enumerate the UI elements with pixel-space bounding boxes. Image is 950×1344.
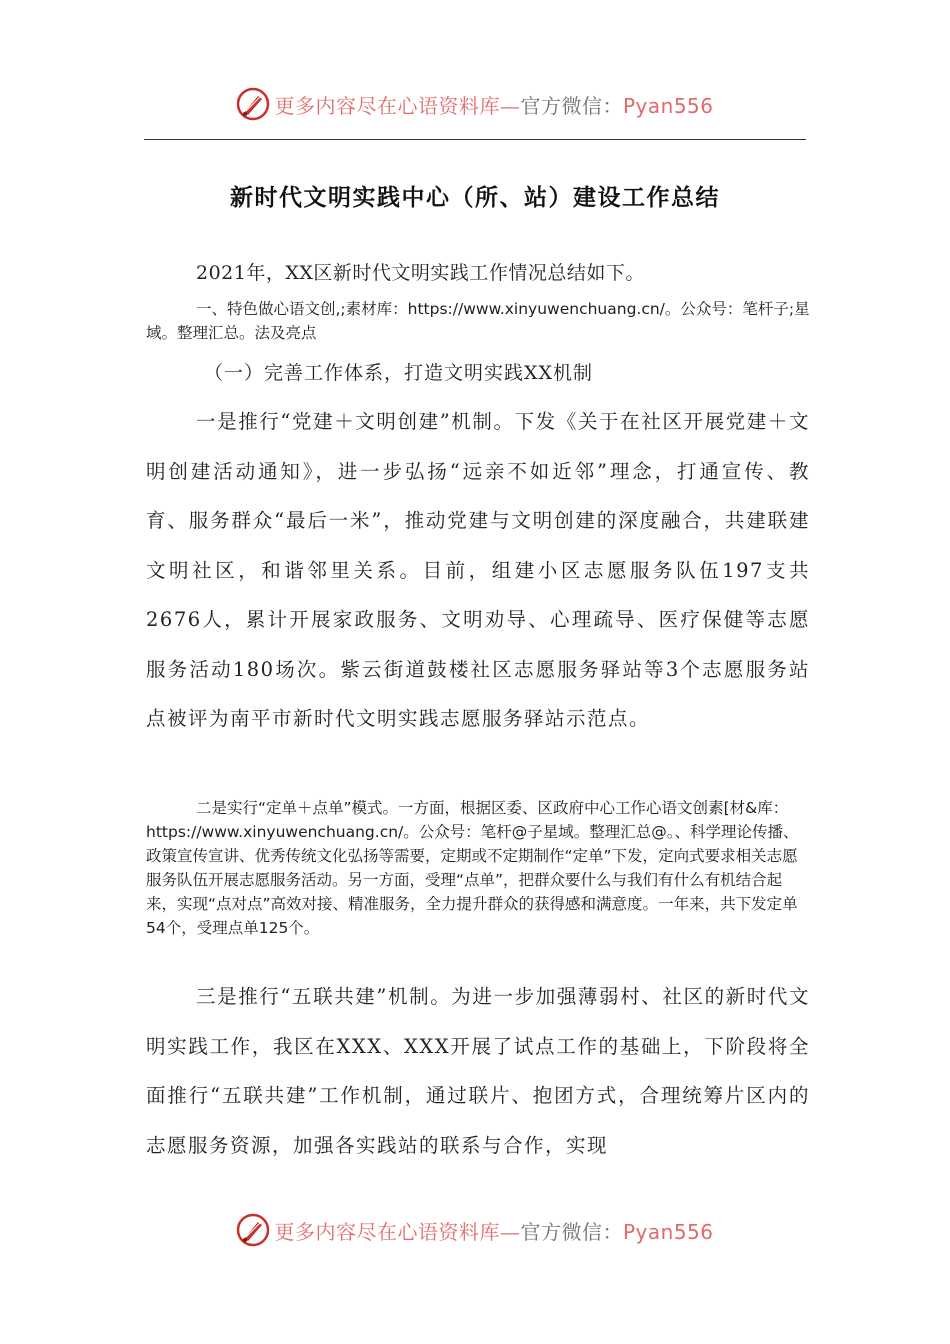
banner-wechat-id: Pyan556 [622,93,714,118]
banner-wechat-label: 官方微信： [520,1219,623,1244]
banner-separator: — [499,93,521,118]
quill-logo-icon [236,87,270,121]
header-banner [0,84,950,124]
banner-wechat-id: Pyan556 [622,1219,714,1244]
quill-logo-icon [236,1213,270,1247]
intro-paragraph: 2021年，XX区新时代文明实践工作情况总结如下。 [196,262,645,284]
header-divider [144,139,806,140]
paragraph-party-building: 一是推行“党建＋文明创建”机制。下发《关于在社区开展党建＋文明创建活动通知》，进一步弘扬“远亲不如近邻”理念，打通宣传、教育、服务群众“最后一米”，推动党建与文明创建的深度融合，共建联建文明社区，和谐邻里关系。目前，组建小区志愿服务队伍197支共2676人，累计开展家政服务、文明劝导、心理疏导、医疗保健等志愿服务活动180场次。紫云街道鼓楼社区志愿服务驿站等3个志愿服务站点被评为南平市新时代文明实践志愿服务驿站示范点。 [146,410,810,730]
document-title: 新时代文明实践中心（所、站）建设工作总结 [230,185,720,211]
banner-main-text: 更多内容尽在心语资料库 [274,1219,500,1244]
subsection1-heading: （一）完善工作体系，打造文明实践XX机制 [204,362,594,384]
banner-separator: — [499,1219,521,1244]
banner-main-text: 更多内容尽在心语资料库 [274,93,500,118]
paragraph-order-mode: 二是实行“定单＋点单”模式。一方面，根据区委、区政府中心工作心语文创素[材&库：https://www.xinyuwenchuang.cn/。公众号：笔杆@子星域。整理汇总@。、科学理论传播、政策宣传宣讲、优秀传统文化弘扬等需要，定期或不定期制作“定单”下发，定向式要求相关志愿服务队伍开展志愿服务活动。另一方面，受理“点单”，把群众要什么与我们有什么有机结合起来，实现“点对点”高效对接、精准服务，全力提升群众的获得感和满意度。一年来，共下发定单54个，受理点单125个。 [146,799,799,937]
section1-heading: 一、特色做心语文创,;素材库：https://www.xinyuwenchuang.cn/。公众号：笔杆子;星域。整理汇总。法及亮点 [146,300,810,342]
footer-banner [0,1210,950,1250]
paragraph-five-joint: 三是推行“五联共建”机制。为进一步加强薄弱村、社区的新时代文明实践工作，我区在XXX、XXX开展了试点工作的基础上，下阶段将全面推行“五联共建”工作机制，通过联片、抱团方式，合理统筹片区内的志愿服务资源，加强各实践站的联系与合作，实现 [146,985,810,1157]
banner-wechat-label: 官方微信： [520,93,623,118]
